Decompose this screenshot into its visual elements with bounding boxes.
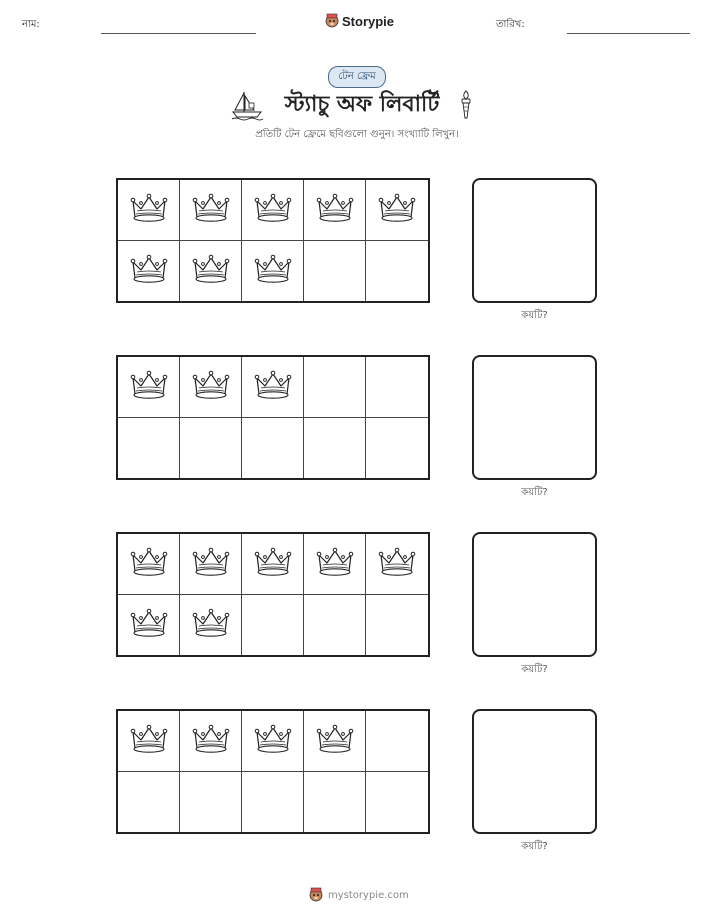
ten-frame-cell [180,357,242,418]
ten-frame-cell [304,241,366,302]
crown-icon [254,252,292,290]
count-question: কয়টি? [521,841,548,852]
ten-frame [116,709,430,834]
crown-icon [130,368,168,406]
crown-icon [130,545,168,583]
ten-frame-cell [304,711,366,772]
ten-frame-cell [180,711,242,772]
ten-frame-cell [304,534,366,595]
ten-frame-cell [304,595,366,656]
ten-frame-cell [118,180,180,241]
crown-icon [192,722,230,760]
instructions: প্রতিটি টেন ফ্রেমে ছবিগুলো গুনুন। সংখ্যাটি লিখুন। [255,129,459,140]
crown-icon [316,722,354,760]
ten-frame-cell [366,241,428,302]
name-line[interactable] [101,33,256,34]
ten-frame-cell [180,534,242,595]
ten-frame-cell [242,534,304,595]
ten-frame-cell [180,595,242,656]
ten-frame-cell [304,357,366,418]
count-question: কয়টি? [521,487,548,498]
crown-icon [254,191,292,229]
ten-frame-cell [304,418,366,479]
ten-frame-cell [118,595,180,656]
ten-frame-cell [118,241,180,302]
ten-frame-cell [118,357,180,418]
ten-frame-cell [366,418,428,479]
ten-frame [116,532,430,657]
crown-icon [378,191,416,229]
ten-frame-cell [118,534,180,595]
count-question: কয়টি? [521,310,548,321]
ten-frame-cell [366,180,428,241]
date-line[interactable] [567,33,690,34]
crown-icon [192,545,230,583]
crown-icon [316,191,354,229]
ten-frame-cell [366,357,428,418]
crown-icon [192,252,230,290]
crown-icon [378,545,416,583]
ten-frame-cell [242,357,304,418]
brand-logo [325,13,394,29]
crown-icon [192,191,230,229]
date-label: তারিখ: [496,19,525,30]
ten-frame-cell [180,772,242,833]
ten-frame [116,178,430,303]
mascot-icon [325,13,339,29]
torch-icon [458,90,474,120]
ten-frame-cell [304,772,366,833]
ten-frame-cell [180,241,242,302]
count-question: কয়টি? [521,664,548,675]
crown-icon [192,368,230,406]
brand-name: Storypie [342,13,395,29]
ten-frame-cell [118,711,180,772]
ten-frame-cell [118,418,180,479]
crown-icon [254,368,292,406]
ten-frame-cell [242,772,304,833]
footer [308,887,409,903]
ten-frame-cell [118,772,180,833]
ten-frame-cell [366,772,428,833]
answer-box[interactable] [472,178,597,303]
ten-frame-cell [366,595,428,656]
ten-frame-cell [242,418,304,479]
crown-icon [130,606,168,644]
crown-icon [192,606,230,644]
answer-box[interactable] [472,355,597,480]
worksheet-title: স্ট্যাচু অফ লিবার্টি [284,92,440,117]
ten-frame-cell [242,595,304,656]
ten-frame-cell [366,711,428,772]
ten-frame-cell [180,180,242,241]
ten-frame-cell [180,418,242,479]
crown-icon [254,545,292,583]
mascot-icon [308,887,324,903]
ten-frame-cell [304,180,366,241]
crown-icon [316,545,354,583]
footer-url: mystorypie.com [328,889,409,901]
crown-icon [130,191,168,229]
crown-icon [130,252,168,290]
sailboat-icon [230,90,264,122]
ten-frame-cell [242,711,304,772]
ten-frame-badge: টেন ফ্রেম [328,66,386,88]
crown-icon [130,722,168,760]
ten-frame [116,355,430,480]
answer-box[interactable] [472,532,597,657]
answer-box[interactable] [472,709,597,834]
name-label: নাম: [22,19,40,30]
ten-frame-cell [242,241,304,302]
ten-frame-cell [366,534,428,595]
ten-frame-cell [242,180,304,241]
crown-icon [254,722,292,760]
